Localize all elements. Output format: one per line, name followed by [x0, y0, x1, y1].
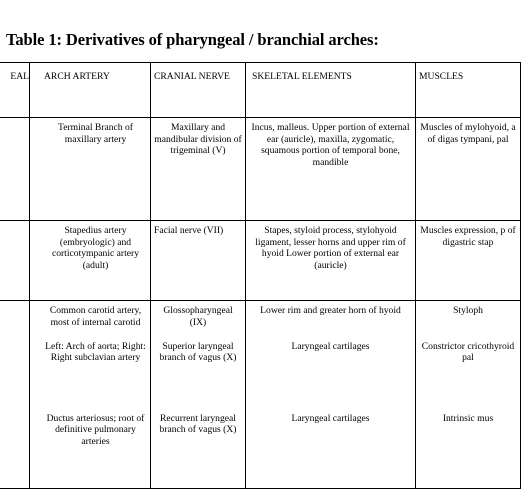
- artery-text: Terminal Branch of maxillary artery: [58, 122, 133, 145]
- arch-cell: [0, 337, 30, 409]
- artery-cell: [30, 337, 151, 409]
- skeletal-cell: [246, 118, 416, 221]
- nerve-cell: [151, 409, 246, 489]
- header-cranial-nerve: [151, 63, 246, 118]
- muscles-cell: [416, 118, 521, 221]
- table-row: [0, 337, 521, 409]
- nerve-text: Recurrent laryngeal branch of vagus (X): [159, 412, 237, 435]
- header-nerve-label: CRANIAL NERVE: [154, 71, 230, 82]
- artery-text: Stapedius artery (embryologic) and corticotympanic artery (adult): [51, 225, 140, 271]
- muscles-cell: [416, 221, 521, 301]
- nerve-text: Superior laryngeal branch of vagus (X): [159, 340, 237, 363]
- muscles-text: Styloph: [453, 305, 483, 316]
- nerve-cell: [151, 221, 246, 301]
- arch-cell: [0, 221, 30, 301]
- skeletal-cell: [246, 337, 416, 409]
- artery-cell: [30, 221, 151, 301]
- derivatives-table: [0, 62, 521, 489]
- muscles-text: Muscles of mylohyoid, a of digas tympani, pal: [420, 122, 516, 145]
- muscles-text: Intrinsic mus: [442, 412, 494, 424]
- header-artery-label: ARCH ARTERY: [44, 71, 110, 82]
- muscles-text: Constrictor cricothyroid pal: [421, 340, 515, 363]
- nerve-text: Maxillary and mandibular division of trigeminal (V): [154, 122, 242, 156]
- arch-cell: [0, 409, 30, 489]
- table-title: Table 1: Derivatives of pharyngeal / branchial arches:: [6, 30, 379, 49]
- table-row: [0, 301, 521, 337]
- header-muscles-label: MUSCLES: [419, 71, 464, 82]
- table-row: [0, 409, 521, 489]
- artery-cell: [30, 301, 151, 337]
- table-row: [0, 118, 521, 221]
- nerve-cell: [151, 118, 246, 221]
- skeletal-text: Stapes, styloid process, stylohyoid ligament, lesser horns and upper rim of hyoid Lower portion of external ear (auricle): [255, 225, 406, 271]
- skeletal-text: Incus, malleus. Upper portion of external ear (auricle), maxilla, zygomatic, squamous portion of temporal bone, mandible: [251, 122, 410, 168]
- nerve-cell: [151, 301, 246, 337]
- table-row: [0, 221, 521, 301]
- header-skeletal-label: SKELETAL ELEMENTS: [252, 71, 352, 82]
- artery-cell: [30, 118, 151, 221]
- header-arch-artery: [30, 63, 151, 118]
- skeletal-cell: [246, 301, 416, 337]
- artery-text: Ductus arteriosus; root of definitive pulmonary arteries: [46, 412, 145, 447]
- arch-cell: [0, 118, 30, 221]
- nerve-cell: [151, 337, 246, 409]
- skeletal-text: Lower rim and greater horn of hyoid: [260, 305, 401, 316]
- skeletal-cell: [246, 409, 416, 489]
- table-header-row: [0, 63, 521, 118]
- skeletal-text: Laryngeal cartilages: [291, 340, 370, 352]
- artery-cell: [30, 409, 151, 489]
- nerve-text: Facial nerve (VII): [154, 225, 224, 236]
- muscles-text: Muscles expression, p of digastric stap: [420, 225, 516, 248]
- header-arch: [0, 63, 30, 118]
- artery-text: Left: Arch of aorta; Right: Right subclavian artery: [45, 340, 146, 363]
- arch-cell: [0, 301, 30, 337]
- muscles-cell: [416, 301, 521, 337]
- header-skeletal-elements: [246, 63, 416, 118]
- artery-text: Common carotid artery, most of internal carotid: [49, 305, 142, 328]
- header-arch-label: EAL: [10, 71, 29, 82]
- nerve-text: Glossopharyngeal (IX): [163, 305, 233, 328]
- header-muscles: [416, 63, 521, 118]
- muscles-cell: [416, 409, 521, 489]
- muscles-cell: [416, 337, 521, 409]
- skeletal-text: Laryngeal cartilages: [291, 412, 370, 424]
- skeletal-cell: [246, 221, 416, 301]
- derivatives-table-wrapper: [0, 62, 520, 482]
